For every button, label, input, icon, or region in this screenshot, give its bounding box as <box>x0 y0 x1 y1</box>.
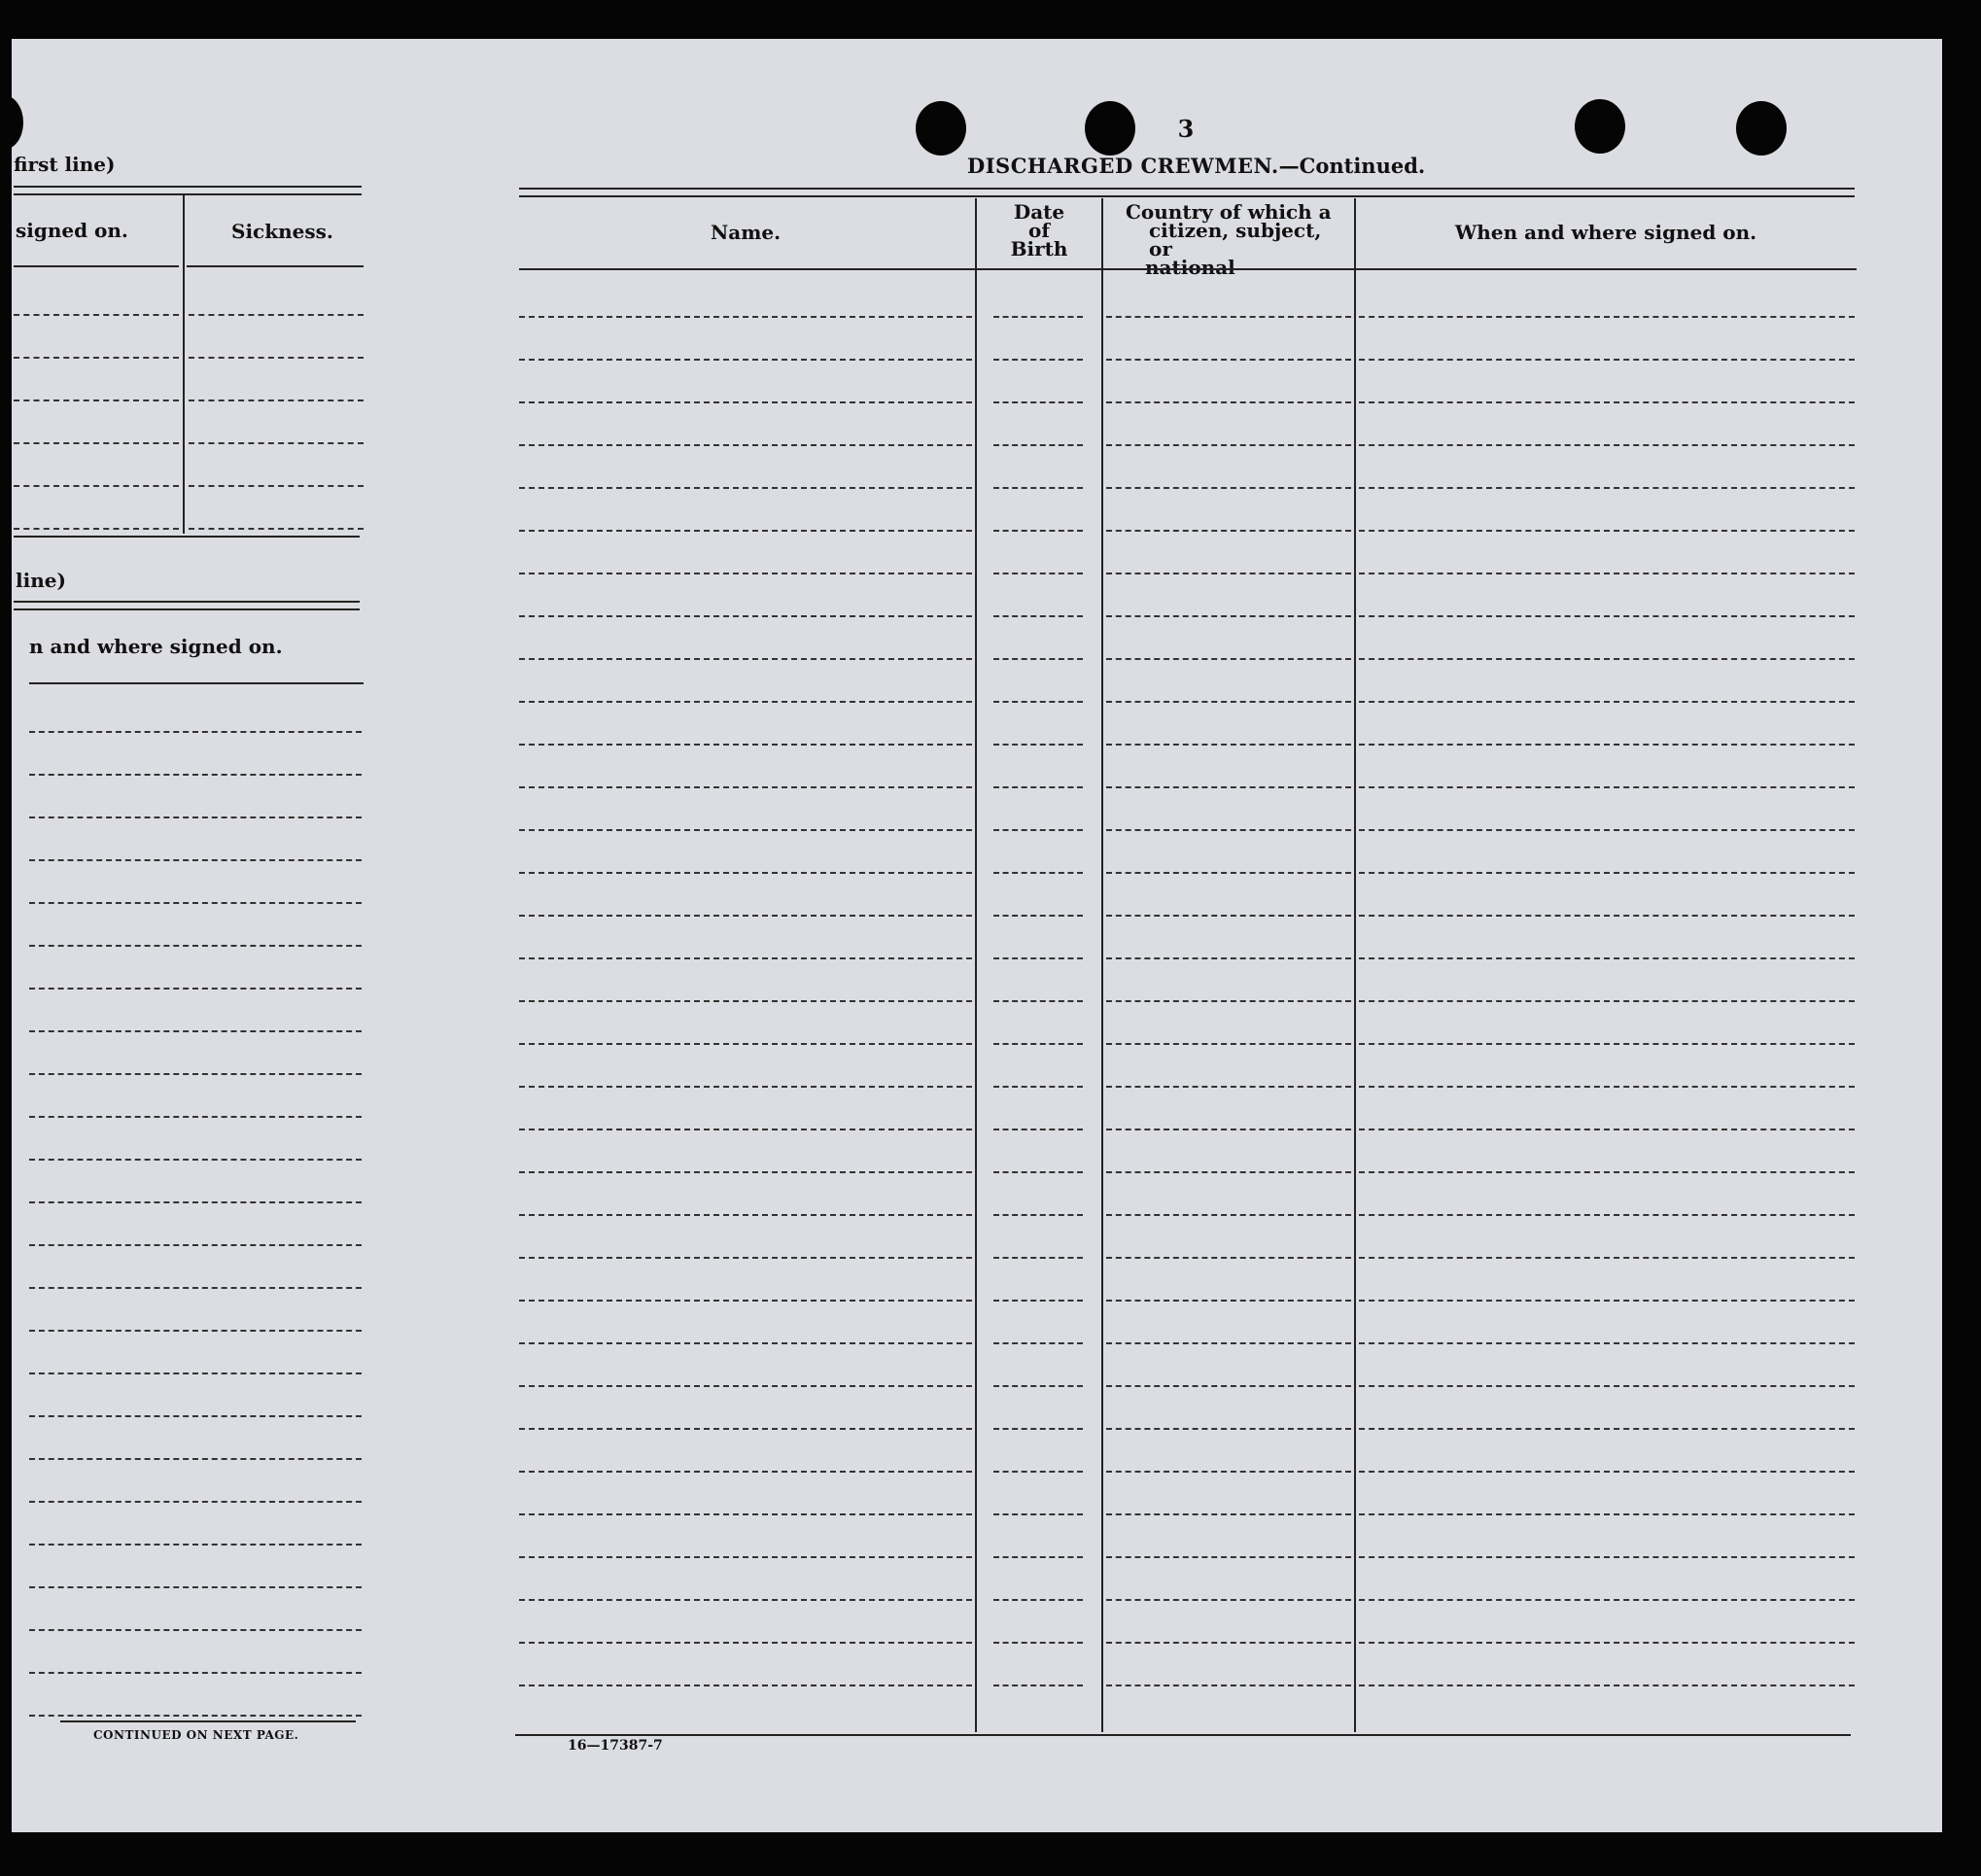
left-when-where-entry-line[interactable] <box>29 1415 362 1417</box>
name-entry-line[interactable] <box>519 530 972 532</box>
left-header-rule-b <box>187 265 364 267</box>
when-where-entry-line[interactable] <box>1359 316 1855 318</box>
col-name-header: Name. <box>710 221 782 244</box>
name-entry-line[interactable] <box>519 1428 972 1430</box>
left-second-heading: line) <box>16 569 66 592</box>
dob-entry-line[interactable] <box>993 829 1083 831</box>
left-sickness-entry-line[interactable] <box>189 314 364 316</box>
when-where-entry-line[interactable] <box>1359 1300 1855 1302</box>
country-entry-line[interactable] <box>1106 1471 1351 1473</box>
name-entry-line[interactable] <box>519 359 972 361</box>
col-country-header <box>1126 200 1349 279</box>
col-dob-line-1: Date <box>1013 200 1065 224</box>
when-where-entry-line[interactable] <box>1359 1428 1855 1430</box>
col-country-line-2: citizen, subject, or <box>1149 219 1322 261</box>
left-signed-on-entry-line[interactable] <box>14 400 179 401</box>
when-where-entry-line[interactable] <box>1359 1043 1855 1045</box>
col-divider-name-dob <box>975 198 977 1732</box>
country-entry-line[interactable] <box>1106 1086 1351 1088</box>
country-entry-line[interactable] <box>1106 1257 1351 1259</box>
name-entry-line[interactable] <box>519 444 972 446</box>
name-entry-line[interactable] <box>519 786 972 788</box>
country-entry-line[interactable] <box>1106 1129 1351 1130</box>
left-when-where-entry-line[interactable] <box>29 1073 362 1075</box>
name-entry-line[interactable] <box>519 701 972 703</box>
left-sickness-entry-line[interactable] <box>189 357 364 359</box>
left-when-where-entry-line[interactable] <box>29 1372 362 1374</box>
left-col-signed-on: signed on. <box>16 219 128 242</box>
col-divider-country-when <box>1354 198 1356 1732</box>
country-entry-line[interactable] <box>1106 1043 1351 1045</box>
when-where-entry-line[interactable] <box>1359 573 1855 574</box>
dob-entry-line[interactable] <box>993 487 1083 489</box>
left-top-heading: first line) <box>14 153 116 176</box>
name-entry-line[interactable] <box>519 957 972 959</box>
country-entry-line[interactable] <box>1106 316 1351 318</box>
dob-entry-line[interactable] <box>993 1171 1083 1173</box>
country-entry-line[interactable] <box>1106 1171 1351 1173</box>
left-when-where-entry-line[interactable] <box>29 1458 362 1460</box>
when-where-entry-line[interactable] <box>1359 359 1855 361</box>
dob-entry-line[interactable] <box>993 872 1083 874</box>
name-entry-line[interactable] <box>519 1043 972 1045</box>
dob-entry-line[interactable] <box>993 1300 1083 1302</box>
country-entry-line[interactable] <box>1106 1385 1351 1387</box>
when-where-entry-line[interactable] <box>1359 444 1855 446</box>
name-entry-line[interactable] <box>519 1385 972 1387</box>
punch-hole <box>916 101 966 156</box>
country-entry-line[interactable] <box>1106 359 1351 361</box>
left-sickness-entry-line[interactable] <box>189 442 364 444</box>
dob-entry-line[interactable] <box>993 1599 1083 1601</box>
country-entry-line[interactable] <box>1106 401 1351 403</box>
country-entry-line[interactable] <box>1106 744 1351 746</box>
dob-entry-line[interactable] <box>993 786 1083 788</box>
left-sickness-entry-line[interactable] <box>189 485 364 487</box>
country-entry-line[interactable] <box>1106 1642 1351 1644</box>
dob-entry-line[interactable] <box>993 1257 1083 1259</box>
country-entry-line[interactable] <box>1106 615 1351 617</box>
left-sickness-entry-line[interactable] <box>189 400 364 401</box>
name-entry-line[interactable] <box>519 1257 972 1259</box>
dob-entry-line[interactable] <box>993 1385 1083 1387</box>
left-second-header-rule <box>29 682 364 684</box>
dob-entry-line[interactable] <box>993 915 1083 917</box>
left-when-where-entry-line[interactable] <box>29 774 362 776</box>
when-where-entry-line[interactable] <box>1359 658 1855 660</box>
dob-entry-line[interactable] <box>993 316 1083 318</box>
left-when-where-entry-line[interactable] <box>29 1244 362 1246</box>
country-entry-line[interactable] <box>1106 1556 1351 1558</box>
country-entry-line[interactable] <box>1106 1000 1351 1002</box>
section-title: DISCHARGED CREWMEN. <box>967 154 1279 178</box>
left-when-where-entry-line[interactable] <box>29 1201 362 1203</box>
name-entry-line[interactable] <box>519 316 972 318</box>
left-col-when-where: n and where signed on. <box>29 635 283 658</box>
dob-entry-line[interactable] <box>993 701 1083 703</box>
name-entry-line[interactable] <box>519 1556 972 1558</box>
dob-entry-line[interactable] <box>993 359 1083 361</box>
when-where-entry-line[interactable] <box>1359 1086 1855 1088</box>
left-signed-on-entry-line[interactable] <box>14 314 179 316</box>
when-where-entry-line[interactable] <box>1359 615 1855 617</box>
name-entry-line[interactable] <box>519 1129 972 1130</box>
dob-entry-line[interactable] <box>993 1556 1083 1558</box>
when-where-entry-line[interactable] <box>1359 1257 1855 1259</box>
dob-entry-line[interactable] <box>993 1513 1083 1515</box>
country-entry-line[interactable] <box>1106 1342 1351 1344</box>
country-entry-line[interactable] <box>1106 530 1351 532</box>
country-entry-line[interactable] <box>1106 1300 1351 1302</box>
country-entry-line[interactable] <box>1106 915 1351 917</box>
dob-entry-line[interactable] <box>993 744 1083 746</box>
dob-entry-line[interactable] <box>993 1086 1083 1088</box>
when-where-entry-line[interactable] <box>1359 1642 1855 1644</box>
dob-entry-line[interactable] <box>993 1428 1083 1430</box>
col-country-line-1: Country of which a <box>1126 200 1332 224</box>
when-where-entry-line[interactable] <box>1359 829 1855 831</box>
main-header-rule <box>519 268 1857 270</box>
country-entry-line[interactable] <box>1106 957 1351 959</box>
when-where-entry-line[interactable] <box>1359 1000 1855 1002</box>
when-where-entry-line[interactable] <box>1359 744 1855 746</box>
left-when-where-entry-line[interactable] <box>29 945 362 947</box>
section-title-line <box>967 154 1425 178</box>
left-signed-on-entry-line[interactable] <box>14 442 179 444</box>
name-entry-line[interactable] <box>519 487 972 489</box>
country-entry-line[interactable] <box>1106 829 1351 831</box>
dob-entry-line[interactable] <box>993 957 1083 959</box>
dob-entry-line[interactable] <box>993 401 1083 403</box>
left-when-where-entry-line[interactable] <box>29 1330 362 1332</box>
name-entry-line[interactable] <box>519 1685 972 1686</box>
name-entry-line[interactable] <box>519 658 972 660</box>
when-where-entry-line[interactable] <box>1359 1556 1855 1558</box>
col-when-where-header: When and where signed on. <box>1454 221 1757 244</box>
name-entry-line[interactable] <box>519 872 972 874</box>
left-when-where-entry-line[interactable] <box>29 859 362 861</box>
country-entry-line[interactable] <box>1106 487 1351 489</box>
country-entry-line[interactable] <box>1106 1599 1351 1601</box>
when-where-entry-line[interactable] <box>1359 1171 1855 1173</box>
country-entry-line[interactable] <box>1106 872 1351 874</box>
section-title-suffix: —Continued. <box>1278 154 1426 178</box>
left-col-divider <box>183 193 185 534</box>
left-when-where-entry-line[interactable] <box>29 1287 362 1289</box>
page-number: 3 <box>1177 115 1195 143</box>
name-entry-line[interactable] <box>519 1171 972 1173</box>
dob-entry-line[interactable] <box>993 615 1083 617</box>
when-where-entry-line[interactable] <box>1359 1513 1855 1515</box>
left-when-where-entry-line[interactable] <box>29 1672 362 1674</box>
dob-entry-line[interactable] <box>993 1214 1083 1216</box>
name-entry-line[interactable] <box>519 915 972 917</box>
dob-entry-line[interactable] <box>993 658 1083 660</box>
left-when-where-entry-line[interactable] <box>29 902 362 904</box>
left-second-rule <box>14 601 360 610</box>
name-entry-line[interactable] <box>519 1214 972 1216</box>
when-where-entry-line[interactable] <box>1359 1685 1855 1686</box>
name-entry-line[interactable] <box>519 1300 972 1302</box>
left-when-where-entry-line[interactable] <box>29 1501 362 1503</box>
when-where-entry-line[interactable] <box>1359 872 1855 874</box>
dob-entry-line[interactable] <box>993 1129 1083 1130</box>
country-entry-line[interactable] <box>1106 701 1351 703</box>
form-number: 16—17387-7 <box>568 1738 663 1754</box>
left-when-where-entry-line[interactable] <box>29 731 362 733</box>
name-entry-line[interactable] <box>519 1599 972 1601</box>
punch-hole <box>1575 99 1625 154</box>
country-entry-line[interactable] <box>1106 786 1351 788</box>
dob-entry-line[interactable] <box>993 444 1083 446</box>
left-signed-on-entry-line[interactable] <box>14 528 179 530</box>
left-signed-on-entry-line[interactable] <box>14 357 179 359</box>
when-where-entry-line[interactable] <box>1359 1471 1855 1473</box>
name-entry-line[interactable] <box>519 1086 972 1088</box>
dob-entry-line[interactable] <box>993 1642 1083 1644</box>
main-bottom-rule <box>515 1734 1851 1736</box>
country-entry-line[interactable] <box>1106 658 1351 660</box>
punch-hole <box>1736 101 1787 156</box>
name-entry-line[interactable] <box>519 744 972 746</box>
country-entry-line[interactable] <box>1106 1428 1351 1430</box>
name-entry-line[interactable] <box>519 401 972 403</box>
name-entry-line[interactable] <box>519 1342 972 1344</box>
left-top-rule <box>14 186 362 195</box>
when-where-entry-line[interactable] <box>1359 786 1855 788</box>
name-entry-line[interactable] <box>519 615 972 617</box>
form-sheet-lower <box>62 1555 1932 1831</box>
name-entry-line[interactable] <box>519 1642 972 1644</box>
name-entry-line[interactable] <box>519 573 972 574</box>
main-top-rule <box>519 188 1855 197</box>
left-col-sickness: Sickness. <box>231 220 333 243</box>
col-dob-line-2: of <box>1028 219 1050 242</box>
when-where-entry-line[interactable] <box>1359 701 1855 703</box>
name-entry-line[interactable] <box>519 1000 972 1002</box>
left-footer-note: CONTINUED ON NEXT PAGE. <box>93 1728 299 1742</box>
when-where-entry-line[interactable] <box>1359 957 1855 959</box>
punch-hole <box>1085 101 1135 156</box>
dob-entry-line[interactable] <box>993 1342 1083 1344</box>
col-dob-header <box>976 200 1102 261</box>
left-header-rule-a <box>14 265 179 267</box>
left-when-where-entry-line[interactable] <box>29 816 362 818</box>
when-where-entry-line[interactable] <box>1359 1599 1855 1601</box>
when-where-entry-line[interactable] <box>1359 1385 1855 1387</box>
left-when-where-entry-line[interactable] <box>29 1159 362 1161</box>
country-entry-line[interactable] <box>1106 444 1351 446</box>
col-divider-dob-country <box>1101 198 1103 1732</box>
left-when-where-entry-line[interactable] <box>29 1586 362 1588</box>
country-entry-line[interactable] <box>1106 573 1351 574</box>
left-upper-bottom-rule <box>14 536 360 538</box>
dob-entry-line[interactable] <box>993 1471 1083 1473</box>
left-when-where-entry-line[interactable] <box>29 1030 362 1032</box>
when-where-entry-line[interactable] <box>1359 401 1855 403</box>
dob-entry-line[interactable] <box>993 1685 1083 1686</box>
dob-entry-line[interactable] <box>993 573 1083 574</box>
when-where-entry-line[interactable] <box>1359 1129 1855 1130</box>
left-when-where-entry-line[interactable] <box>29 1544 362 1546</box>
left-footer-rule <box>60 1720 356 1722</box>
name-entry-line[interactable] <box>519 1471 972 1473</box>
dob-entry-line[interactable] <box>993 1043 1083 1045</box>
left-when-where-entry-line[interactable] <box>29 1629 362 1631</box>
left-when-where-entry-line[interactable] <box>29 1116 362 1118</box>
dob-entry-line[interactable] <box>993 1000 1083 1002</box>
dob-entry-line[interactable] <box>993 530 1083 532</box>
left-when-where-entry-line[interactable] <box>29 1715 362 1717</box>
when-where-entry-line[interactable] <box>1359 1214 1855 1216</box>
left-signed-on-entry-line[interactable] <box>14 485 179 487</box>
country-entry-line[interactable] <box>1106 1513 1351 1515</box>
country-entry-line[interactable] <box>1106 1685 1351 1686</box>
when-where-entry-line[interactable] <box>1359 915 1855 917</box>
col-country-line-3: national <box>1145 256 1235 279</box>
left-sickness-entry-line[interactable] <box>189 528 364 530</box>
when-where-entry-line[interactable] <box>1359 1342 1855 1344</box>
name-entry-line[interactable] <box>519 1513 972 1515</box>
name-entry-line[interactable] <box>519 829 972 831</box>
when-where-entry-line[interactable] <box>1359 530 1855 532</box>
when-where-entry-line[interactable] <box>1359 487 1855 489</box>
col-dob-line-3: Birth <box>1010 237 1068 261</box>
country-entry-line[interactable] <box>1106 1214 1351 1216</box>
left-when-where-entry-line[interactable] <box>29 988 362 990</box>
